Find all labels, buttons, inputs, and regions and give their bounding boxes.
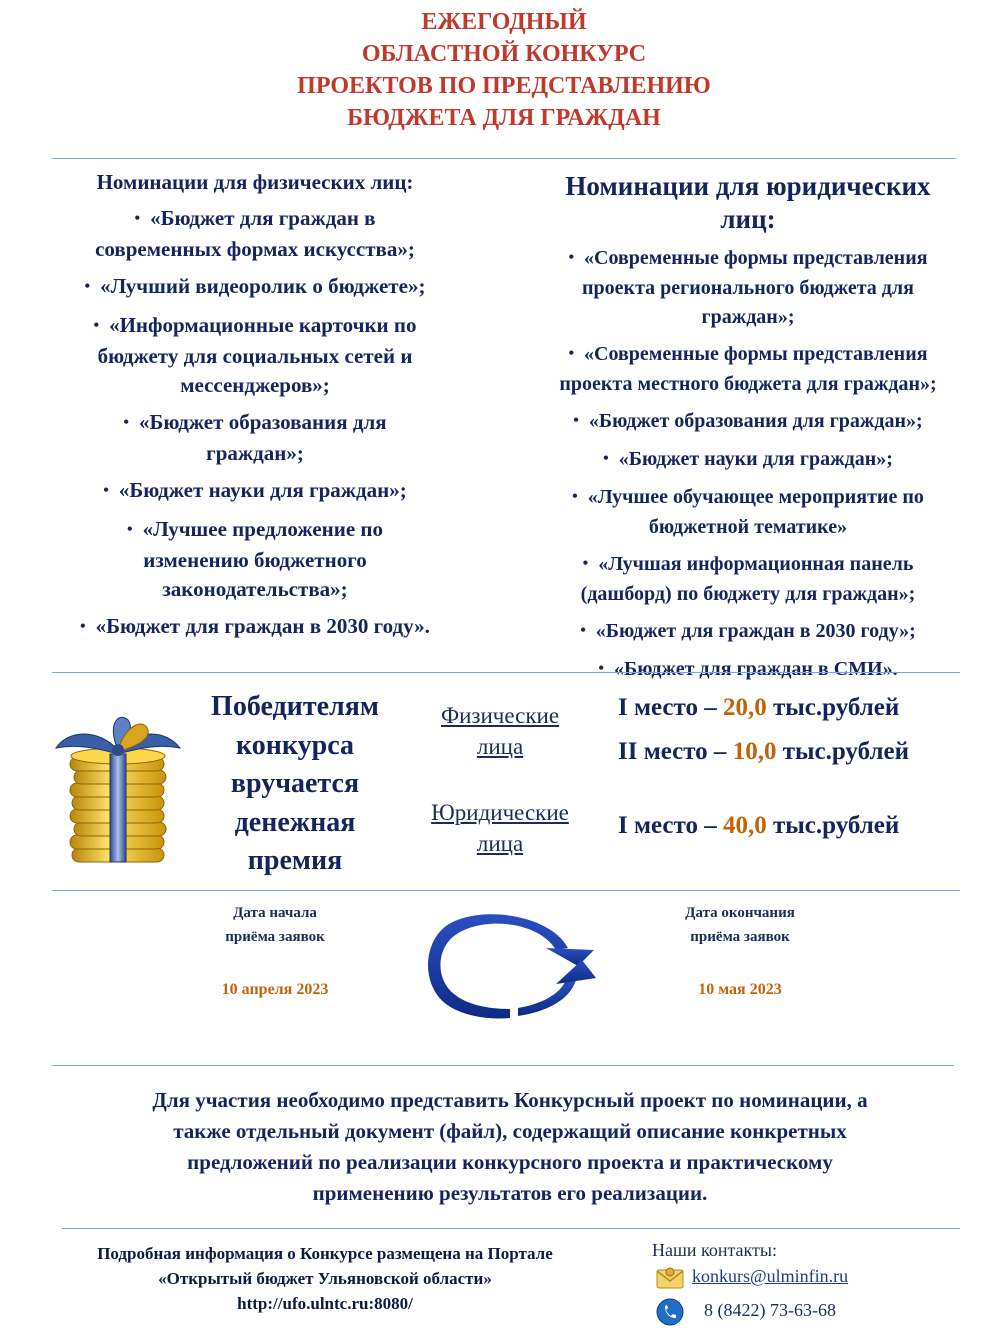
requirements-line: также отдельный документ (файл), содержащий описание конкретных (173, 1119, 847, 1143)
page-title (0, 6, 1008, 134)
bullet-icon: • (84, 278, 91, 295)
nomination-line (508, 340, 988, 370)
nomination-item (508, 617, 988, 647)
winners-line: Победителям (211, 691, 379, 722)
title-line: ЕЖЕГОДНЫЙ (421, 9, 587, 35)
divider (52, 890, 960, 891)
prize-legal-1 (618, 812, 899, 840)
nomination-text: «Бюджет для граждан в 2030 году»; (595, 620, 916, 642)
nomination-line (508, 580, 988, 609)
bullet-icon: • (572, 488, 578, 505)
nomination-text: современных формах искусства»; (95, 237, 415, 261)
nomination-text: бюджетной тематике» (648, 516, 848, 538)
email-link[interactable]: konkurs@ulminfin.ru (692, 1266, 849, 1286)
nomination-line (30, 204, 480, 235)
nomination-text: «Бюджет образования для граждан»; (588, 410, 923, 432)
title-line: ОБЛАСТНОЙ КОНКУРС (361, 41, 647, 67)
nomination-text: «Информационные карточки по (109, 313, 417, 337)
individuals-label-line: Физические (440, 703, 560, 728)
nomination-text: «Лучший видеоролик о бюджете»; (100, 274, 426, 298)
nomination-item (30, 476, 480, 507)
phone-icon (656, 1298, 684, 1326)
place-label: II место – (618, 738, 727, 765)
winners-line: премия (247, 845, 343, 876)
contacts-label: Наши контакты: (652, 1240, 777, 1260)
nomination-line (508, 550, 988, 580)
individuals-label-line: лица (476, 734, 524, 759)
nomination-text: проекта регионального бюджета для (582, 277, 914, 299)
nomination-text: изменению бюджетного (143, 548, 367, 572)
divider (62, 1228, 960, 1229)
nomination-line (30, 515, 480, 546)
currency: тыс.рублей (772, 694, 900, 721)
legal-label-line: лица (476, 831, 524, 856)
portal-info-line: «Открытый бюджет Ульяновской области» (158, 1269, 492, 1288)
nomination-item (508, 244, 988, 332)
nomination-line (508, 274, 988, 303)
legal-heading-line: Номинации для юридических (565, 171, 931, 201)
end-date-label: приёма заявок (690, 929, 790, 945)
individuals-label (410, 700, 590, 762)
nomination-item (508, 445, 988, 475)
nomination-item (30, 612, 480, 643)
nomination-item (30, 408, 480, 468)
bullet-icon: • (568, 345, 575, 362)
nomination-text: мессенджеров»; (180, 373, 330, 397)
nomination-line (30, 311, 480, 342)
nomination-text: граждан»; (701, 306, 795, 328)
place-label: I место – (618, 812, 717, 839)
nomination-line (508, 303, 988, 332)
winners-line: вручается (230, 768, 360, 799)
nomination-item (508, 655, 988, 685)
nomination-line (30, 575, 480, 604)
bullet-icon: • (568, 249, 575, 266)
nomination-text: «Лучшая информационная панель (598, 553, 914, 575)
nomination-line (508, 445, 988, 475)
currency: тыс.рублей (782, 738, 909, 765)
bullet-icon: • (582, 555, 589, 572)
nomination-text: «Бюджет образования для (139, 410, 387, 434)
nomination-line (30, 408, 480, 439)
title-line: БЮДЖЕТА ДЛЯ ГРАЖДАН (347, 105, 661, 131)
prize-individuals-2 (618, 738, 909, 766)
prize-individuals-1 (618, 694, 899, 722)
nomination-text: «Бюджет науки для граждан»; (618, 448, 893, 470)
legal-label-line: Юридические (431, 800, 569, 825)
nomination-text: граждан»; (206, 441, 304, 465)
nomination-text: (дашборд) по бюджету для граждан»; (580, 583, 916, 605)
nomination-text: проекта местного бюджета для граждан»; (559, 373, 937, 395)
requirements-text (40, 1085, 980, 1209)
prize-amount: 10,0 (732, 738, 777, 765)
nomination-line (508, 407, 988, 437)
title-line: ПРОЕКТОВ ПО ПРЕДСТАВЛЕНИЮ (297, 73, 711, 99)
requirements-line: применению результатов его реализации. (312, 1181, 708, 1205)
bullet-icon: • (573, 412, 579, 429)
legal-heading (508, 170, 988, 236)
nomination-text: «Лучшее обучающее мероприятие по (587, 486, 924, 508)
start-date (180, 901, 370, 999)
gift-coins-icon (48, 708, 188, 868)
cycle-arrows-icon (418, 908, 603, 1023)
end-date-value: 10 мая 2023 (698, 981, 782, 998)
nomination-item (508, 483, 988, 542)
nomination-text: законодательства»; (162, 577, 348, 601)
nomination-item (508, 340, 988, 399)
divider (52, 158, 956, 159)
portal-info-line: Подробная информация о Конкурсе размещена на Портале (97, 1244, 553, 1263)
nomination-item (508, 550, 988, 609)
bullet-icon: • (126, 521, 133, 538)
prize-amount: 20,0 (722, 694, 767, 721)
nomination-text: бюджету для социальных сетей и (97, 344, 413, 368)
nomination-text: «Лучшее предложение по (142, 517, 384, 541)
individuals-list (30, 204, 480, 643)
nomination-text: «Бюджет для граждан в (150, 206, 376, 230)
winners-line: конкурса (236, 729, 354, 761)
nomination-item (30, 515, 480, 604)
individuals-nominations (30, 168, 480, 651)
nomination-text: «Современные формы представления (584, 247, 928, 269)
nomination-text: «Бюджет для граждан в СМИ». (614, 658, 898, 680)
nomination-item (30, 272, 480, 303)
nomination-line (30, 439, 480, 468)
bullet-icon: • (603, 450, 609, 467)
nomination-item (30, 311, 480, 400)
divider (52, 672, 960, 673)
nomination-line (30, 371, 480, 400)
nomination-line (508, 655, 988, 685)
nomination-line (508, 370, 988, 399)
nomination-text: «Бюджет для граждан в 2030 году». (95, 614, 430, 638)
portal-info (20, 1241, 630, 1316)
bullet-icon: • (134, 210, 141, 227)
winners-line: денежная (234, 806, 356, 838)
nomination-line (30, 342, 480, 371)
nomination-line (508, 244, 988, 274)
prize-amount: 40,0 (722, 812, 767, 839)
nomination-line (30, 272, 480, 303)
nomination-line (508, 483, 988, 513)
bullet-icon: • (103, 482, 109, 499)
nomination-line (30, 235, 480, 264)
nomination-line (30, 546, 480, 575)
requirements-line: Для участия необходимо представить Конкурсный проект по номинации, а (152, 1088, 868, 1112)
portal-url[interactable]: http://ufo.ulntc.ru:8080/ (237, 1294, 413, 1313)
start-date-value: 10 апреля 2023 (221, 981, 329, 998)
start-date-label: Дата начала (233, 905, 317, 921)
place-label: I место – (618, 694, 717, 721)
currency: тыс.рублей (772, 812, 900, 839)
legal-nominations (508, 170, 988, 693)
end-date-label: Дата окончания (685, 905, 795, 921)
nomination-line (508, 513, 988, 542)
bullet-icon: • (123, 414, 129, 431)
nomination-item (30, 204, 480, 264)
nomination-text: «Современные формы представления (584, 343, 928, 365)
bullet-icon: • (580, 622, 586, 639)
legal-label (410, 797, 590, 859)
individuals-heading: Номинации для физических лиц: (96, 170, 414, 194)
phone-number[interactable]: 8 (8422) 73-63-68 (704, 1300, 836, 1320)
bullet-icon: • (93, 317, 100, 334)
nomination-line (30, 612, 480, 643)
nomination-line (508, 617, 988, 647)
legal-heading-line: лиц: (720, 204, 776, 234)
legal-list (508, 244, 988, 685)
bullet-icon: • (598, 660, 604, 677)
nomination-item (508, 407, 988, 437)
nomination-text: «Бюджет науки для граждан»; (118, 478, 407, 502)
start-date-label: приёма заявок (225, 929, 325, 945)
requirements-line: предложений по реализации конкурсного проекта и практическому (187, 1150, 833, 1174)
winners-text (190, 688, 400, 881)
nomination-line (30, 476, 480, 507)
mail-icon (656, 1266, 684, 1290)
end-date (640, 901, 840, 999)
divider (52, 1065, 954, 1066)
bullet-icon: • (80, 618, 86, 635)
